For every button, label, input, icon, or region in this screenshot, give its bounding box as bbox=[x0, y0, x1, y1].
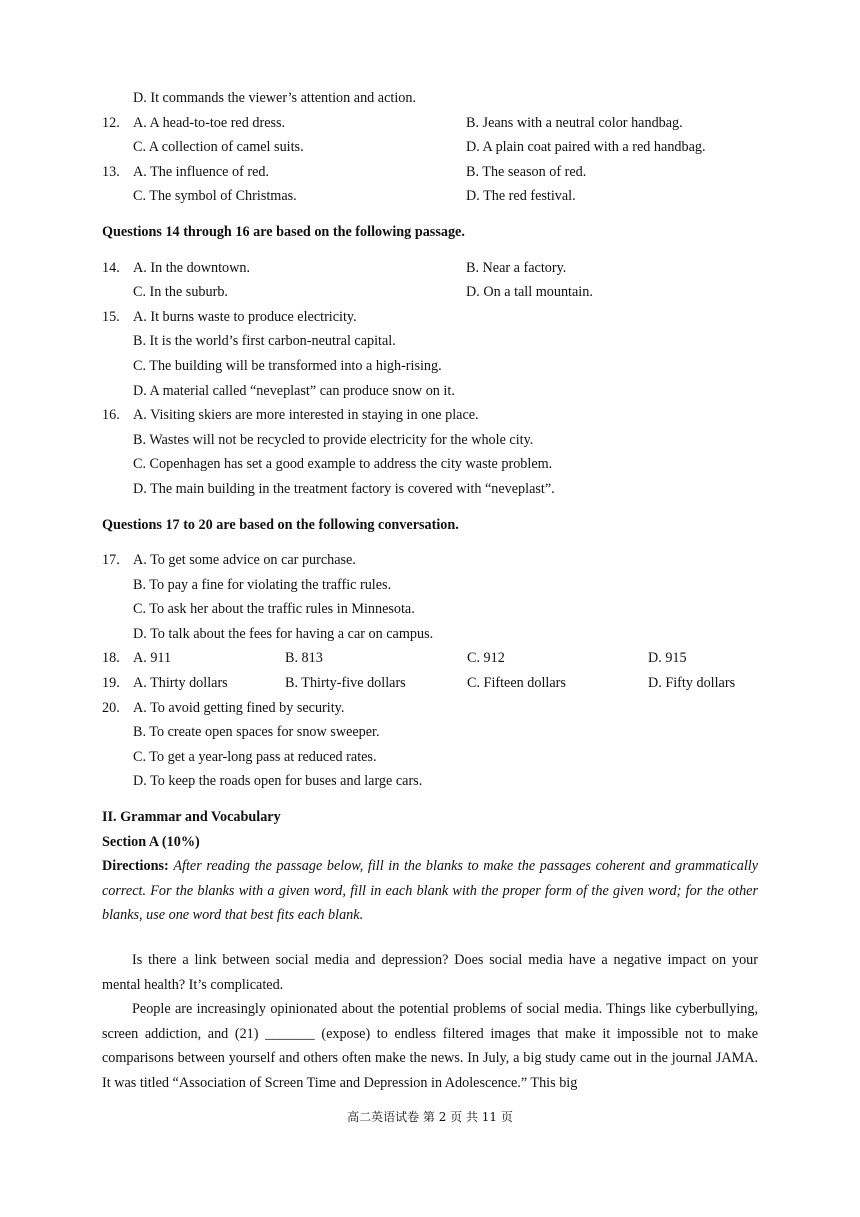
directions-label: Directions: bbox=[102, 858, 169, 875]
option-b: B. It is the world’s first carbon-neutral capital. bbox=[133, 333, 396, 350]
question-13-cd bbox=[102, 184, 758, 209]
question-14-cd bbox=[102, 280, 758, 305]
question-number: 12. bbox=[102, 114, 120, 131]
option-a: A. 911 bbox=[133, 650, 172, 667]
question-17-d bbox=[102, 622, 758, 647]
option-b: B. The season of red. bbox=[466, 163, 587, 180]
question-19 bbox=[102, 671, 758, 696]
question-16-d bbox=[102, 477, 758, 502]
question-number: 19. bbox=[102, 675, 120, 692]
option-a: A. It burns waste to produce electricity. bbox=[133, 308, 357, 325]
question-12 bbox=[102, 111, 758, 136]
option-a: A. A head-to-toe red dress. bbox=[133, 114, 286, 131]
question-number: 17. bbox=[102, 552, 120, 569]
option-a: A. The influence of red. bbox=[133, 163, 270, 180]
question-number: 13. bbox=[102, 163, 120, 180]
option-a: A. Visiting skiers are more interested in staying in one place. bbox=[133, 407, 479, 424]
question-15 bbox=[102, 305, 758, 330]
question-number: 15. bbox=[102, 308, 120, 325]
question-15-d bbox=[102, 379, 758, 404]
directions-text: After reading the passage below, fill in the blanks to make the passages coherent and grammatically correct. For the blanks with a given word, fill in each blank with the proper form of the given word; for the other blanks, use one word that best fits each blank. bbox=[102, 858, 759, 924]
question-number: 18. bbox=[102, 650, 120, 667]
option-d: D. A material called “neveplast” can produce snow on it. bbox=[133, 382, 455, 399]
option-b: B. To create open spaces for snow sweeper. bbox=[133, 724, 380, 741]
option-c: C. The symbol of Christmas. bbox=[133, 188, 297, 205]
passage-paragraph-1: Is there a link between social media and depression? Does social media have a negative impact on your mental health? It’s complicated. bbox=[102, 952, 758, 993]
option-b: B. 813 bbox=[285, 650, 323, 667]
option-c: C. Copenhagen has set a good example to address the city waste problem. bbox=[133, 456, 553, 473]
option-d: D. Fifty dollars bbox=[648, 675, 736, 692]
option-b: B. Thirty-five dollars bbox=[285, 675, 406, 692]
question-18 bbox=[102, 646, 758, 671]
option-d: D. A plain coat paired with a red handbag. bbox=[466, 139, 706, 156]
directions bbox=[102, 854, 758, 928]
page-footer: 高二英语试卷 第 2 页 共 11 页 bbox=[347, 1110, 513, 1124]
option-c: C. The building will be transformed into a high-rising. bbox=[133, 357, 442, 374]
question-number: 20. bbox=[102, 699, 120, 716]
question-number: 16. bbox=[102, 407, 120, 424]
option-b: B. Near a factory. bbox=[466, 259, 567, 276]
question-11 bbox=[102, 86, 758, 111]
option-d: D. The red festival. bbox=[466, 188, 576, 205]
question-20-c bbox=[102, 745, 758, 770]
question-number: 14. bbox=[102, 259, 120, 276]
option-c: C. To ask her about the traffic rules in Minnesota. bbox=[133, 601, 415, 618]
option-d: D. On a tall mountain. bbox=[466, 284, 593, 301]
question-15-b bbox=[102, 329, 758, 354]
spacer bbox=[102, 928, 758, 948]
passage-paragraph-2: People are increasingly opinionated about the potential problems of social media. Things like cyberbullying, screen addiction, and (21) _______ (expose) to endless filtered images that make it impossible not to make comparisons between yourself and others often make the news. In July, a big study came out in the journal JAMA. It was titled “Association of Screen Time and Depression in Adolescence.” This big bbox=[102, 1001, 758, 1091]
question-15-c bbox=[102, 354, 758, 379]
option-a: A. To get some advice on car purchase. bbox=[133, 552, 356, 569]
option-c: C. A collection of camel suits. bbox=[133, 139, 304, 156]
section-title: II. Grammar and Vocabulary bbox=[102, 809, 281, 826]
question-17 bbox=[102, 548, 758, 573]
option-d: D. To talk about the fees for having a car on campus. bbox=[133, 625, 434, 642]
question-12-cd bbox=[102, 135, 758, 160]
option-d: D. The main building in the treatment factory is covered with “neveplast”. bbox=[133, 480, 555, 497]
option-a: A. In the downtown. bbox=[133, 259, 251, 276]
option-c: C. In the suburb. bbox=[133, 284, 228, 301]
question-17-b bbox=[102, 573, 758, 598]
question-16-b bbox=[102, 428, 758, 453]
question-20-d bbox=[102, 769, 758, 794]
question-14 bbox=[102, 256, 758, 281]
option-b: B. Jeans with a neutral color handbag. bbox=[466, 114, 683, 131]
option-a: A. To avoid getting fined by security. bbox=[133, 699, 345, 716]
option-d: D. To keep the roads open for buses and large cars. bbox=[133, 773, 423, 790]
question-13 bbox=[102, 160, 758, 185]
option-c: C. To get a year-long pass at reduced rates. bbox=[133, 748, 377, 765]
passage-heading-14-16: Questions 14 through 16 are based on the following passage. bbox=[102, 223, 465, 240]
option-b: B. To pay a fine for violating the traffic rules. bbox=[133, 576, 392, 593]
question-16-c bbox=[102, 452, 758, 477]
option-c: C. Fifteen dollars bbox=[467, 675, 566, 692]
question-17-c bbox=[102, 597, 758, 622]
passage-heading-17-20: Questions 17 to 20 are based on the following conversation. bbox=[102, 516, 459, 533]
question-16 bbox=[102, 403, 758, 428]
option-c: C. 912 bbox=[467, 650, 505, 667]
option-a: A. Thirty dollars bbox=[133, 675, 228, 692]
question-20-b bbox=[102, 720, 758, 745]
question-20 bbox=[102, 696, 758, 721]
section-a-title: Section A (10%) bbox=[102, 833, 200, 850]
option-b: B. Wastes will not be recycled to provide electricity for the whole city. bbox=[133, 431, 534, 448]
exam-page bbox=[102, 86, 758, 1096]
option-d: D. 915 bbox=[648, 650, 687, 667]
option-d: D. It commands the viewer’s attention and action. bbox=[133, 90, 417, 106]
